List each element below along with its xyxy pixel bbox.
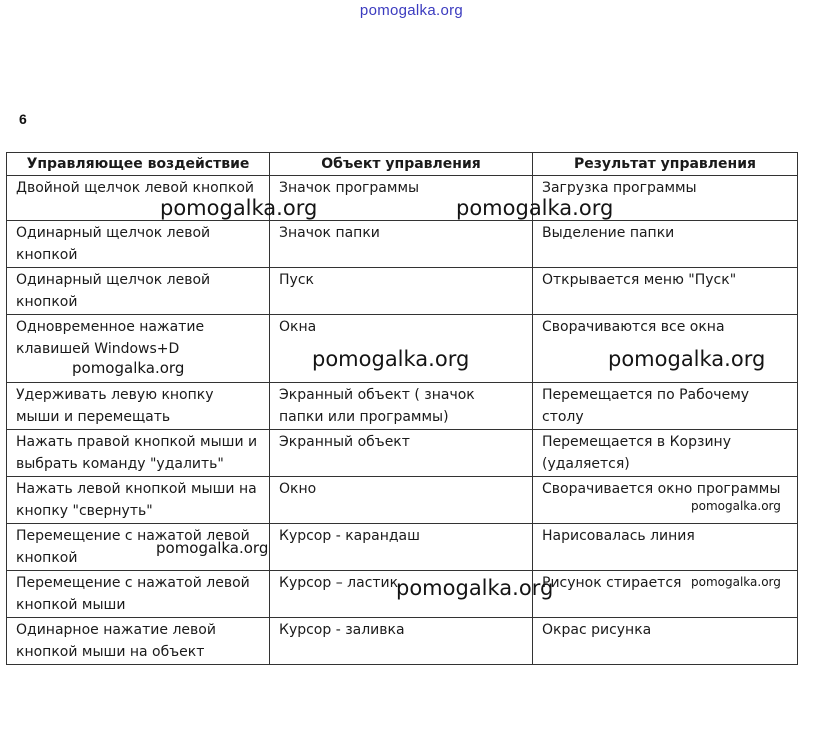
- site-header-watermark: pomogalka.org: [359, 2, 464, 19]
- cell-result: Сворачиваются все окна: [533, 315, 798, 383]
- column-header-object: Объект управления: [270, 153, 533, 176]
- cell-result: Перемещается по Рабочему столу: [533, 383, 798, 430]
- table-row: [7, 477, 798, 524]
- table-row: [7, 268, 798, 315]
- cell-result: Нарисовалась линия: [533, 524, 798, 571]
- cell-action: Двойной щелчок левой кнопкой: [7, 176, 270, 221]
- table-row: [7, 176, 798, 221]
- cell-action: Нажать левой кнопкой мыши на кнопку "свернуть": [7, 477, 270, 524]
- cell-object: Окно: [270, 477, 533, 524]
- table-row: [7, 383, 798, 430]
- table-row: [7, 571, 798, 618]
- watermark-text: pomogalka.org: [691, 499, 781, 513]
- cell-object: Значок папки: [270, 221, 533, 268]
- cell-object: Экранный объект: [270, 430, 533, 477]
- column-header-result: Результат управления: [533, 153, 798, 176]
- cell-result: Открывается меню "Пуск": [533, 268, 798, 315]
- cell-action: Нажать правой кнопкой мыши и выбрать команду "удалить": [7, 430, 270, 477]
- watermark-text: pomogalka.org: [72, 359, 185, 377]
- watermark-text: pomogalka.org: [396, 576, 554, 600]
- cell-result: Загрузка программы: [533, 176, 798, 221]
- cell-action: Одновременное нажатие клавишей Windows+D: [7, 315, 270, 383]
- watermark-text: pomogalka.org: [456, 196, 614, 220]
- task-number: 6: [19, 111, 27, 127]
- table-row: [7, 618, 798, 665]
- cell-result: Окрас рисунка: [533, 618, 798, 665]
- watermark-text: pomogalka.org: [156, 539, 269, 557]
- watermark-text: pomogalka.org: [312, 347, 470, 371]
- cell-action: Удерживать левую кнопку мыши и перемещать: [7, 383, 270, 430]
- cell-object: Экранный объект ( значок папки или программы): [270, 383, 533, 430]
- cell-result: Перемещается в Корзину (удаляется): [533, 430, 798, 477]
- control-actions-table: [6, 152, 798, 665]
- cell-object: Пуск: [270, 268, 533, 315]
- cell-object: Курсор - заливка: [270, 618, 533, 665]
- watermark-text: pomogalka.org: [608, 347, 766, 371]
- cell-object: Значок программы: [270, 176, 533, 221]
- cell-action: Перемещение с нажатой левой кнопкой мыши: [7, 571, 270, 618]
- column-header-action: Управляющее воздействие: [7, 153, 270, 176]
- cell-action: Перемещение с нажатой левой кнопкой: [7, 524, 270, 571]
- cell-action: Одинарный щелчок левой кнопкой: [7, 268, 270, 315]
- watermark-text: pomogalka.org: [691, 575, 781, 589]
- table-row: [7, 221, 798, 268]
- cell-action: Одинарный щелчок левой кнопкой: [7, 221, 270, 268]
- table-row: [7, 430, 798, 477]
- cell-result: Рисунок стирается: [533, 571, 798, 618]
- cell-result: Выделение папки: [533, 221, 798, 268]
- watermark-text: pomogalka.org: [160, 196, 318, 220]
- cell-object: Курсор - карандаш: [270, 524, 533, 571]
- cell-object: Курсор – ластик: [270, 571, 533, 618]
- cell-result: Сворачивается окно программы: [533, 477, 798, 524]
- table-row: [7, 315, 798, 383]
- table-row: [7, 524, 798, 571]
- cell-action: Одинарное нажатие левой кнопкой мыши на объект: [7, 618, 270, 665]
- cell-object: Окна: [270, 315, 533, 383]
- table-header-row: [7, 153, 798, 176]
